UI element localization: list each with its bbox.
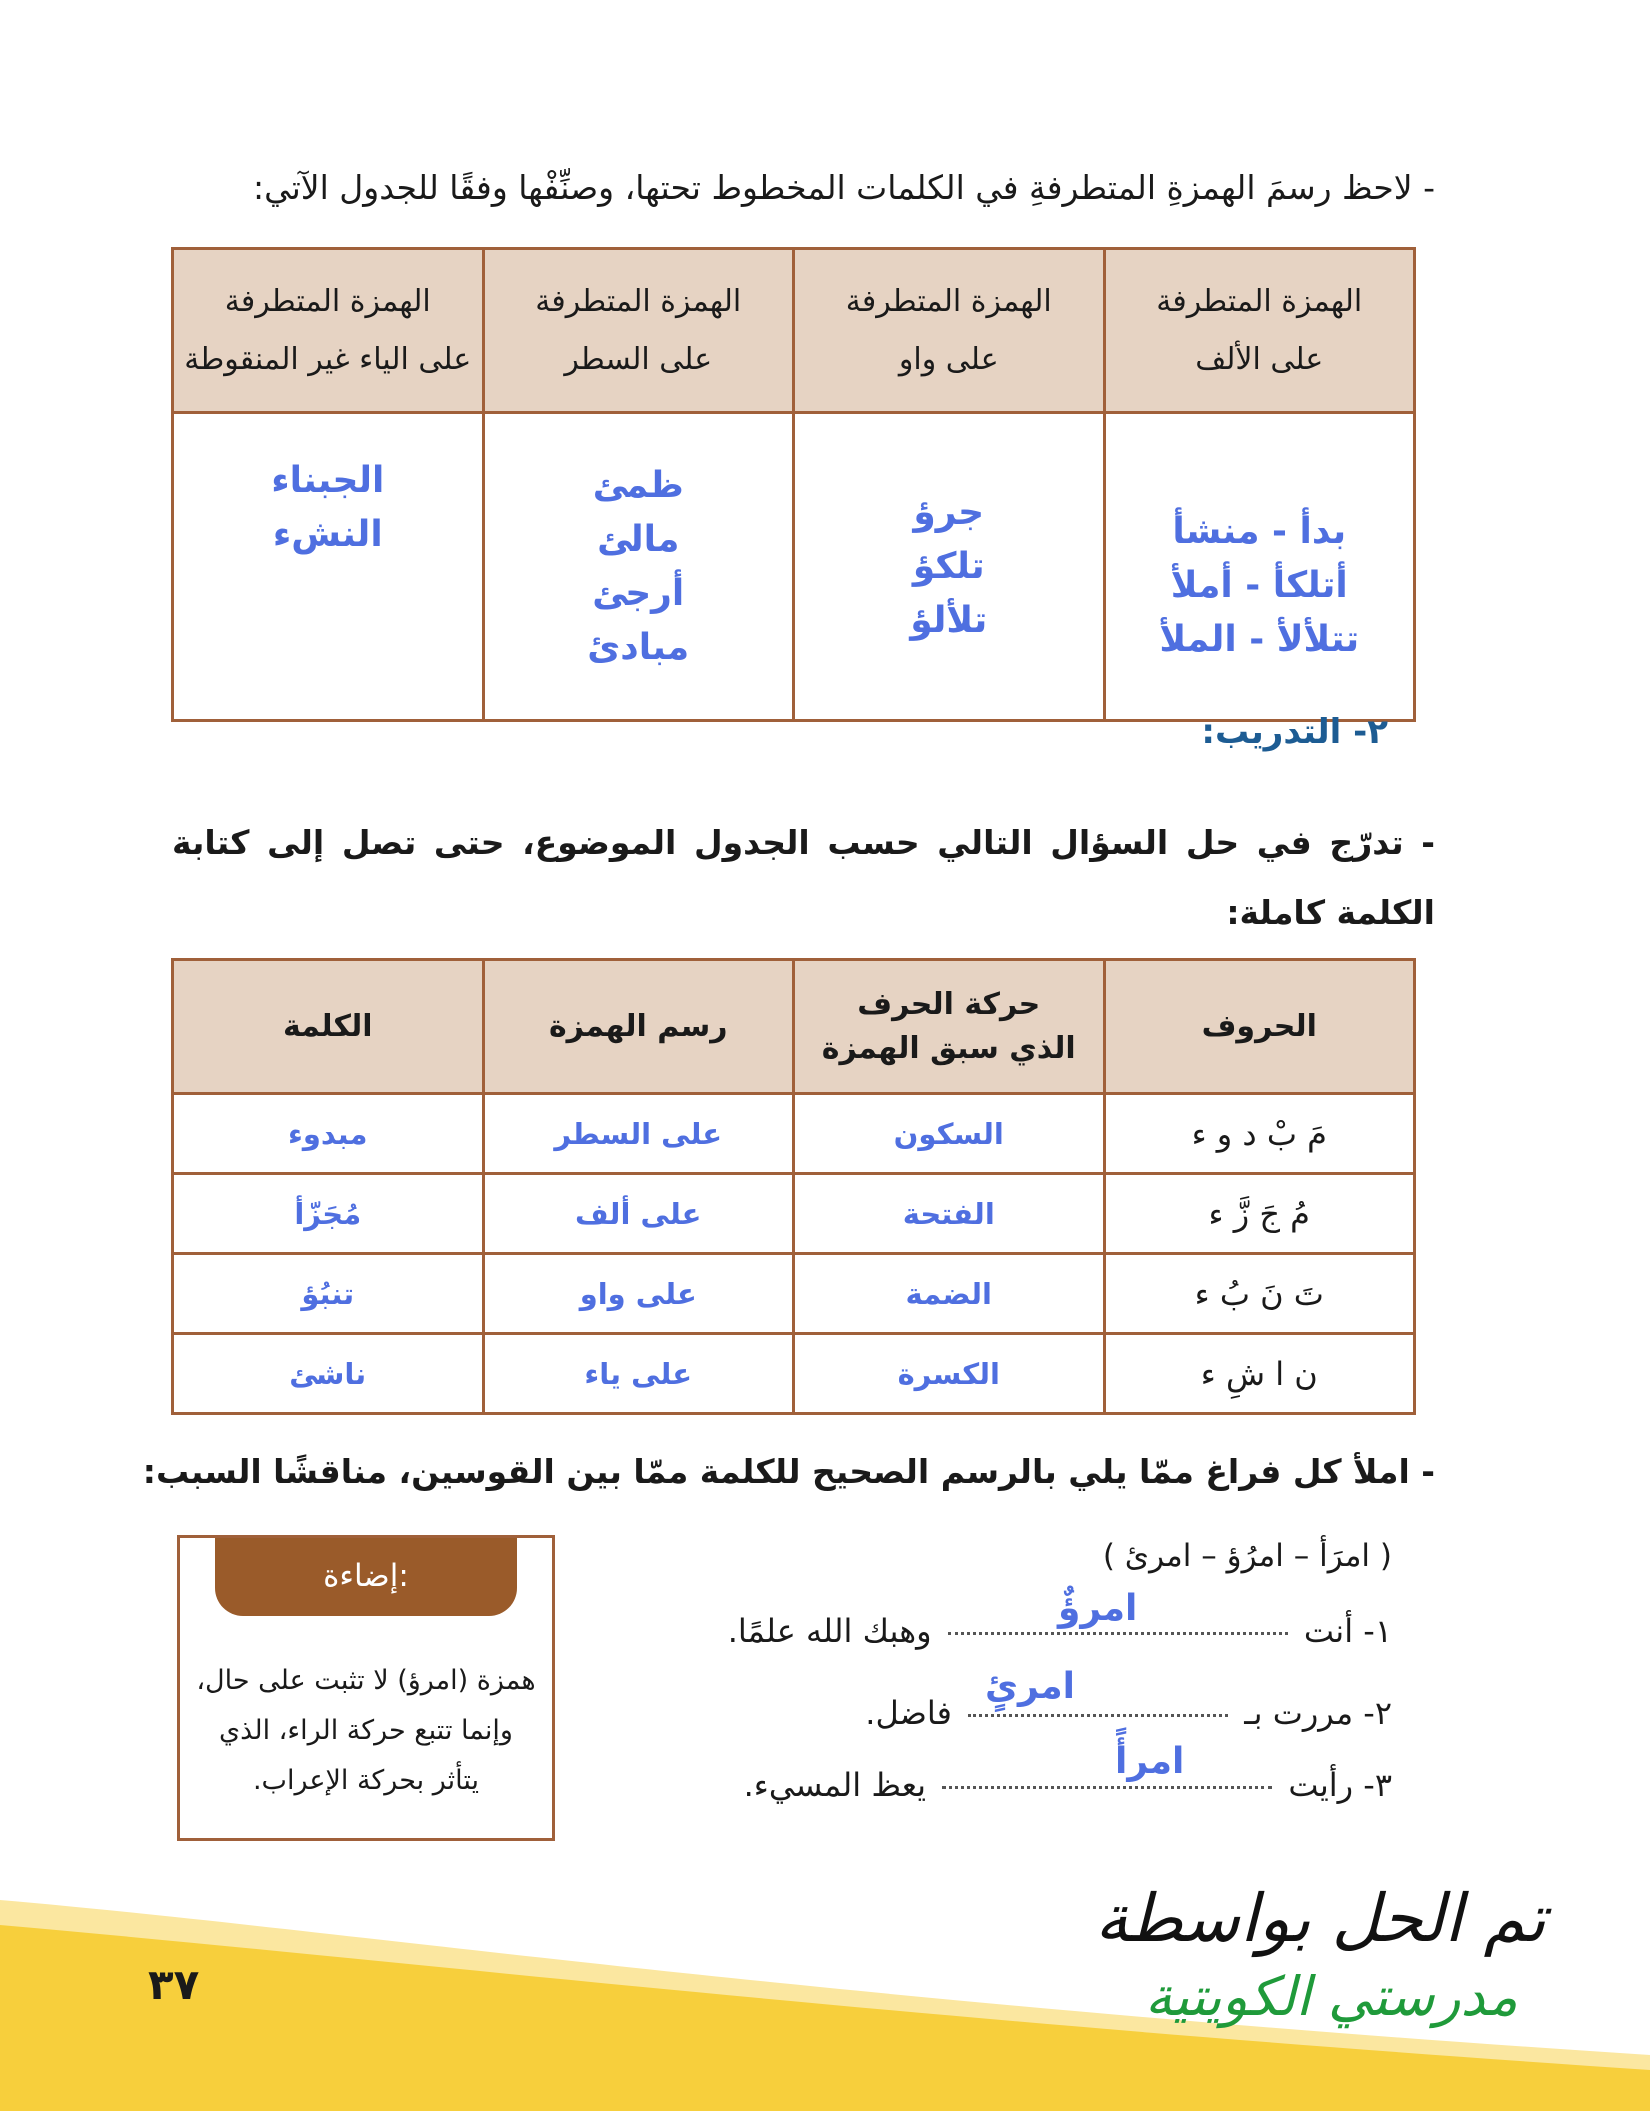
blank-line — [948, 1631, 1288, 1635]
instruction-fill-blanks: - املأ كل فراغ ممّا يلي بالرسم الصحيح للكلمة ممّا بين القوسين، مناقشًا السبب: — [142, 1452, 1435, 1491]
answer-word: جرؤ — [913, 491, 985, 533]
letters-cell: مَ بْ د و ء — [1104, 1094, 1415, 1174]
note-line: وإنما تتبع حركة الراء، الذي — [219, 1715, 513, 1746]
sentence-before: ٢- مررت بـ — [1244, 1694, 1392, 1732]
sentence-before: ٣- رأيت — [1288, 1766, 1392, 1804]
blank-line — [968, 1713, 1228, 1717]
blank-line — [942, 1785, 1272, 1789]
table-row — [173, 1174, 1415, 1254]
sentence-2 — [865, 1694, 1392, 1732]
header-cell — [1104, 960, 1415, 1094]
header-line: على الألف — [1195, 341, 1324, 377]
word-cell: تنبُؤ — [173, 1254, 484, 1334]
options-parentheses: ( امرَأ – امرُؤ – امرئ ) — [1102, 1538, 1392, 1574]
header-line: الكلمة — [282, 1008, 373, 1044]
header-cell — [794, 249, 1105, 413]
table-row — [173, 1094, 1415, 1174]
haraka-cell: الضمة — [794, 1254, 1105, 1334]
header-cell — [483, 249, 794, 413]
answer-2: امرئٍ — [985, 1666, 1076, 1707]
answer-word: أتلكأ - أملأ — [1170, 565, 1348, 606]
instruction-gradual: - تدرّج في حل السؤال التالي حسب الجدول الموضوع، حتى تصل إلى كتابة الكلمة كاملة: — [172, 823, 1435, 932]
answer-word: مالئ — [597, 518, 680, 560]
note-body — [190, 1656, 542, 1806]
section-title-training: ٢- التدريب: — [1201, 712, 1388, 752]
header-line: على واو — [898, 341, 999, 377]
letters-cell: تَ نَ بُ ء — [1104, 1254, 1415, 1334]
header-cell — [173, 960, 484, 1094]
page-number: ٣٧ — [148, 1960, 200, 2009]
header-line: الهمزة المتطرفة — [1156, 283, 1363, 319]
signature-line-2: مدرستي الكويتية — [1145, 1965, 1518, 2028]
answer-word: تلألؤ — [910, 599, 988, 641]
answer-cell-yaa — [173, 413, 484, 721]
rasm-cell: على ياء — [483, 1334, 794, 1414]
note-box — [177, 1535, 555, 1841]
note-line: يتأثر بحركة الإعراب. — [252, 1765, 480, 1796]
answer-word: بدأ - منشأ — [1172, 511, 1347, 552]
haraka-cell: الفتحة — [794, 1174, 1105, 1254]
rasm-cell: على السطر — [483, 1094, 794, 1174]
header-line: على الياء غير المنقوطة — [184, 341, 472, 377]
header-cell — [483, 960, 794, 1094]
rasm-cell: على ألف — [483, 1174, 794, 1254]
answer-word: ظمئ — [592, 464, 684, 506]
word-cell: ناشئ — [173, 1334, 484, 1414]
table-row — [173, 413, 1415, 721]
haraka-cell: الكسرة — [794, 1334, 1105, 1414]
sentence-after: وهبك الله علمًا. — [727, 1612, 932, 1650]
hamza-classification-table — [171, 247, 1416, 722]
header-line: الهمزة المتطرفة — [535, 283, 742, 319]
answer-1: امرؤٌ — [1058, 1588, 1138, 1629]
note-title: إضاءة: — [215, 1538, 517, 1616]
sentence-before: ١- أنت — [1303, 1612, 1392, 1650]
word-cell: مبدوء — [173, 1094, 484, 1174]
sentence-3 — [744, 1766, 1392, 1804]
sentence-after: فاضل. — [865, 1694, 952, 1732]
answer-word: تلكؤ — [912, 545, 985, 587]
header-line: الهمزة المتطرفة — [224, 283, 431, 319]
instruction-classify: - لاحظ رسمَ الهمزةِ المتطرفةِ في الكلمات المخطوط تحتها، وصنِّفْها وفقًا للجدول الآتي: — [253, 168, 1435, 207]
answer-cell-alef — [1104, 413, 1415, 721]
table-header-row — [173, 249, 1415, 413]
letters-cell: ن ا شِ ء — [1104, 1334, 1415, 1414]
answer-word: النشء — [272, 514, 383, 555]
note-line: همزة (امرؤ) لا تثبت على حال، — [196, 1665, 536, 1696]
signature-line-1: تم الحل بواسطة — [1095, 1880, 1546, 1957]
table-header-row — [173, 960, 1415, 1094]
header-line: الذي سبق الهمزة — [821, 1030, 1076, 1066]
header-line: الهمزة المتطرفة — [845, 283, 1052, 319]
header-line: حركة الحرف — [857, 986, 1041, 1022]
header-cell — [794, 960, 1105, 1094]
sentence-after: يعظ المسيء. — [743, 1766, 927, 1804]
table-row — [173, 1254, 1415, 1334]
answer-cell-line — [483, 413, 794, 721]
answer-word: تتلألأ - الملأ — [1159, 619, 1360, 660]
letters-cell: مُ جَ زَّ ء — [1104, 1174, 1415, 1254]
haraka-cell: السكون — [794, 1094, 1105, 1174]
header-line: رسم الهمزة — [548, 1008, 728, 1044]
answer-word: مبادئ — [587, 626, 690, 668]
word-building-table — [171, 958, 1416, 1415]
header-cell — [173, 249, 484, 413]
header-line: الحروف — [1201, 1008, 1317, 1044]
rasm-cell: على واو — [483, 1254, 794, 1334]
answer-3: امرأً — [1115, 1741, 1185, 1782]
header-cell — [1104, 249, 1415, 413]
answer-word: الجبناء — [271, 460, 385, 501]
word-cell: مُجَزّأ — [173, 1174, 484, 1254]
answer-cell-waw — [794, 413, 1105, 721]
answer-word: أرجئ — [592, 572, 685, 614]
table-row — [173, 1334, 1415, 1414]
header-line: على السطر — [564, 341, 713, 377]
